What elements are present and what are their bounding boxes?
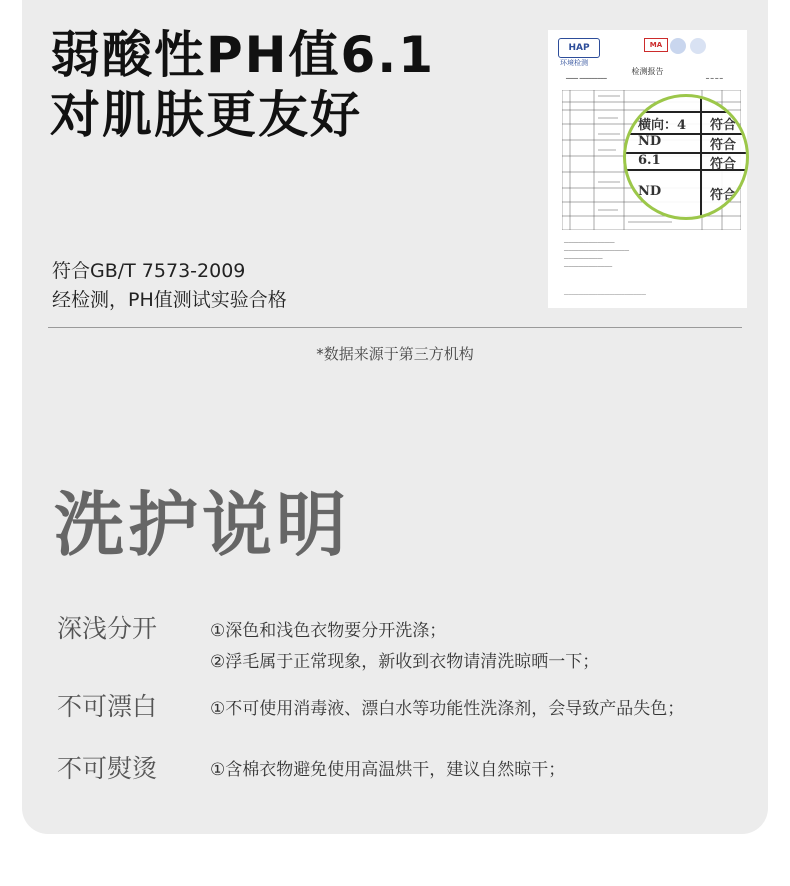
rule-text: ①含棉衣物避免使用高温烘干，建议自然晾干；: [210, 760, 566, 780]
mag-verdict: 符合: [710, 138, 737, 153]
mag-value: ND: [638, 184, 662, 199]
hap-logo: HAP: [558, 38, 600, 58]
care-instructions-title: 洗护说明: [54, 484, 350, 566]
hap-logo-subtitle: 环境检测: [560, 59, 588, 67]
report-note-line: ━━━━━━━━━━━━━━━━━━━━━: [564, 240, 615, 245]
mag-verdict: 符合: [710, 118, 737, 133]
report-title: 检测报告: [631, 67, 664, 76]
headline-line-2: 对肌肤更友好: [50, 86, 362, 144]
report-note-line: ━━━━━━━━━━━━━━━━━━━━: [564, 264, 613, 269]
standard-text: 符合GB/T 7573-2009: [52, 260, 246, 282]
headline-line-1: 弱酸性PH值6.1: [50, 26, 436, 84]
rule-text: ①深色和浅色衣物要分开洗涤；: [210, 621, 447, 641]
mag-row-4: [626, 181, 746, 203]
report-note-line: ━━━━━━━━━━━━━━━━━━━━━━━━━━━: [564, 248, 630, 253]
magnifier-zoom: [623, 94, 749, 220]
ilac-seal-icon: [670, 38, 686, 54]
rule-label-no-iron: 不可熨烫: [57, 754, 158, 783]
mag-row-1: [626, 111, 746, 133]
rule-text: ①不可使用消毒液、漂白水等功能性洗涤剂，会导致产品失色；: [210, 699, 685, 719]
mag-row-3: [626, 150, 746, 172]
test-result-text: 经检测，PH值测试实验合格: [52, 289, 287, 311]
rule-label-separate: 深浅分开: [57, 614, 158, 643]
mag-verdict: 符合: [710, 188, 737, 203]
rule-text: ②浮毛属于正常现象，新收到衣物请清洗晾晒一下；: [210, 652, 600, 672]
source-note: *数据来源于第三方机构: [316, 345, 474, 363]
report-note-line: ━━━━━━━━━━━━━━━━: [564, 256, 603, 261]
report-meta-right: ━ ━ ━ ━: [706, 76, 723, 82]
mag-verdict: 符合: [710, 157, 737, 172]
mag-value: 横向：4: [638, 118, 687, 133]
section-divider: [48, 327, 742, 328]
cnas-seal-icon: [690, 38, 706, 54]
mag-value: ND: [638, 134, 662, 149]
report-meta-left: ━━━━ ━━━━━━━━━: [566, 76, 607, 82]
rule-label-no-bleach: 不可漂白: [57, 692, 158, 721]
mag-value: 6.1: [638, 153, 661, 168]
report-footer: ━━━━━━━━━━━━━━━━━━━━━━━━━━━━━━━━━━: [564, 292, 646, 297]
cma-logo: MA: [644, 38, 668, 52]
